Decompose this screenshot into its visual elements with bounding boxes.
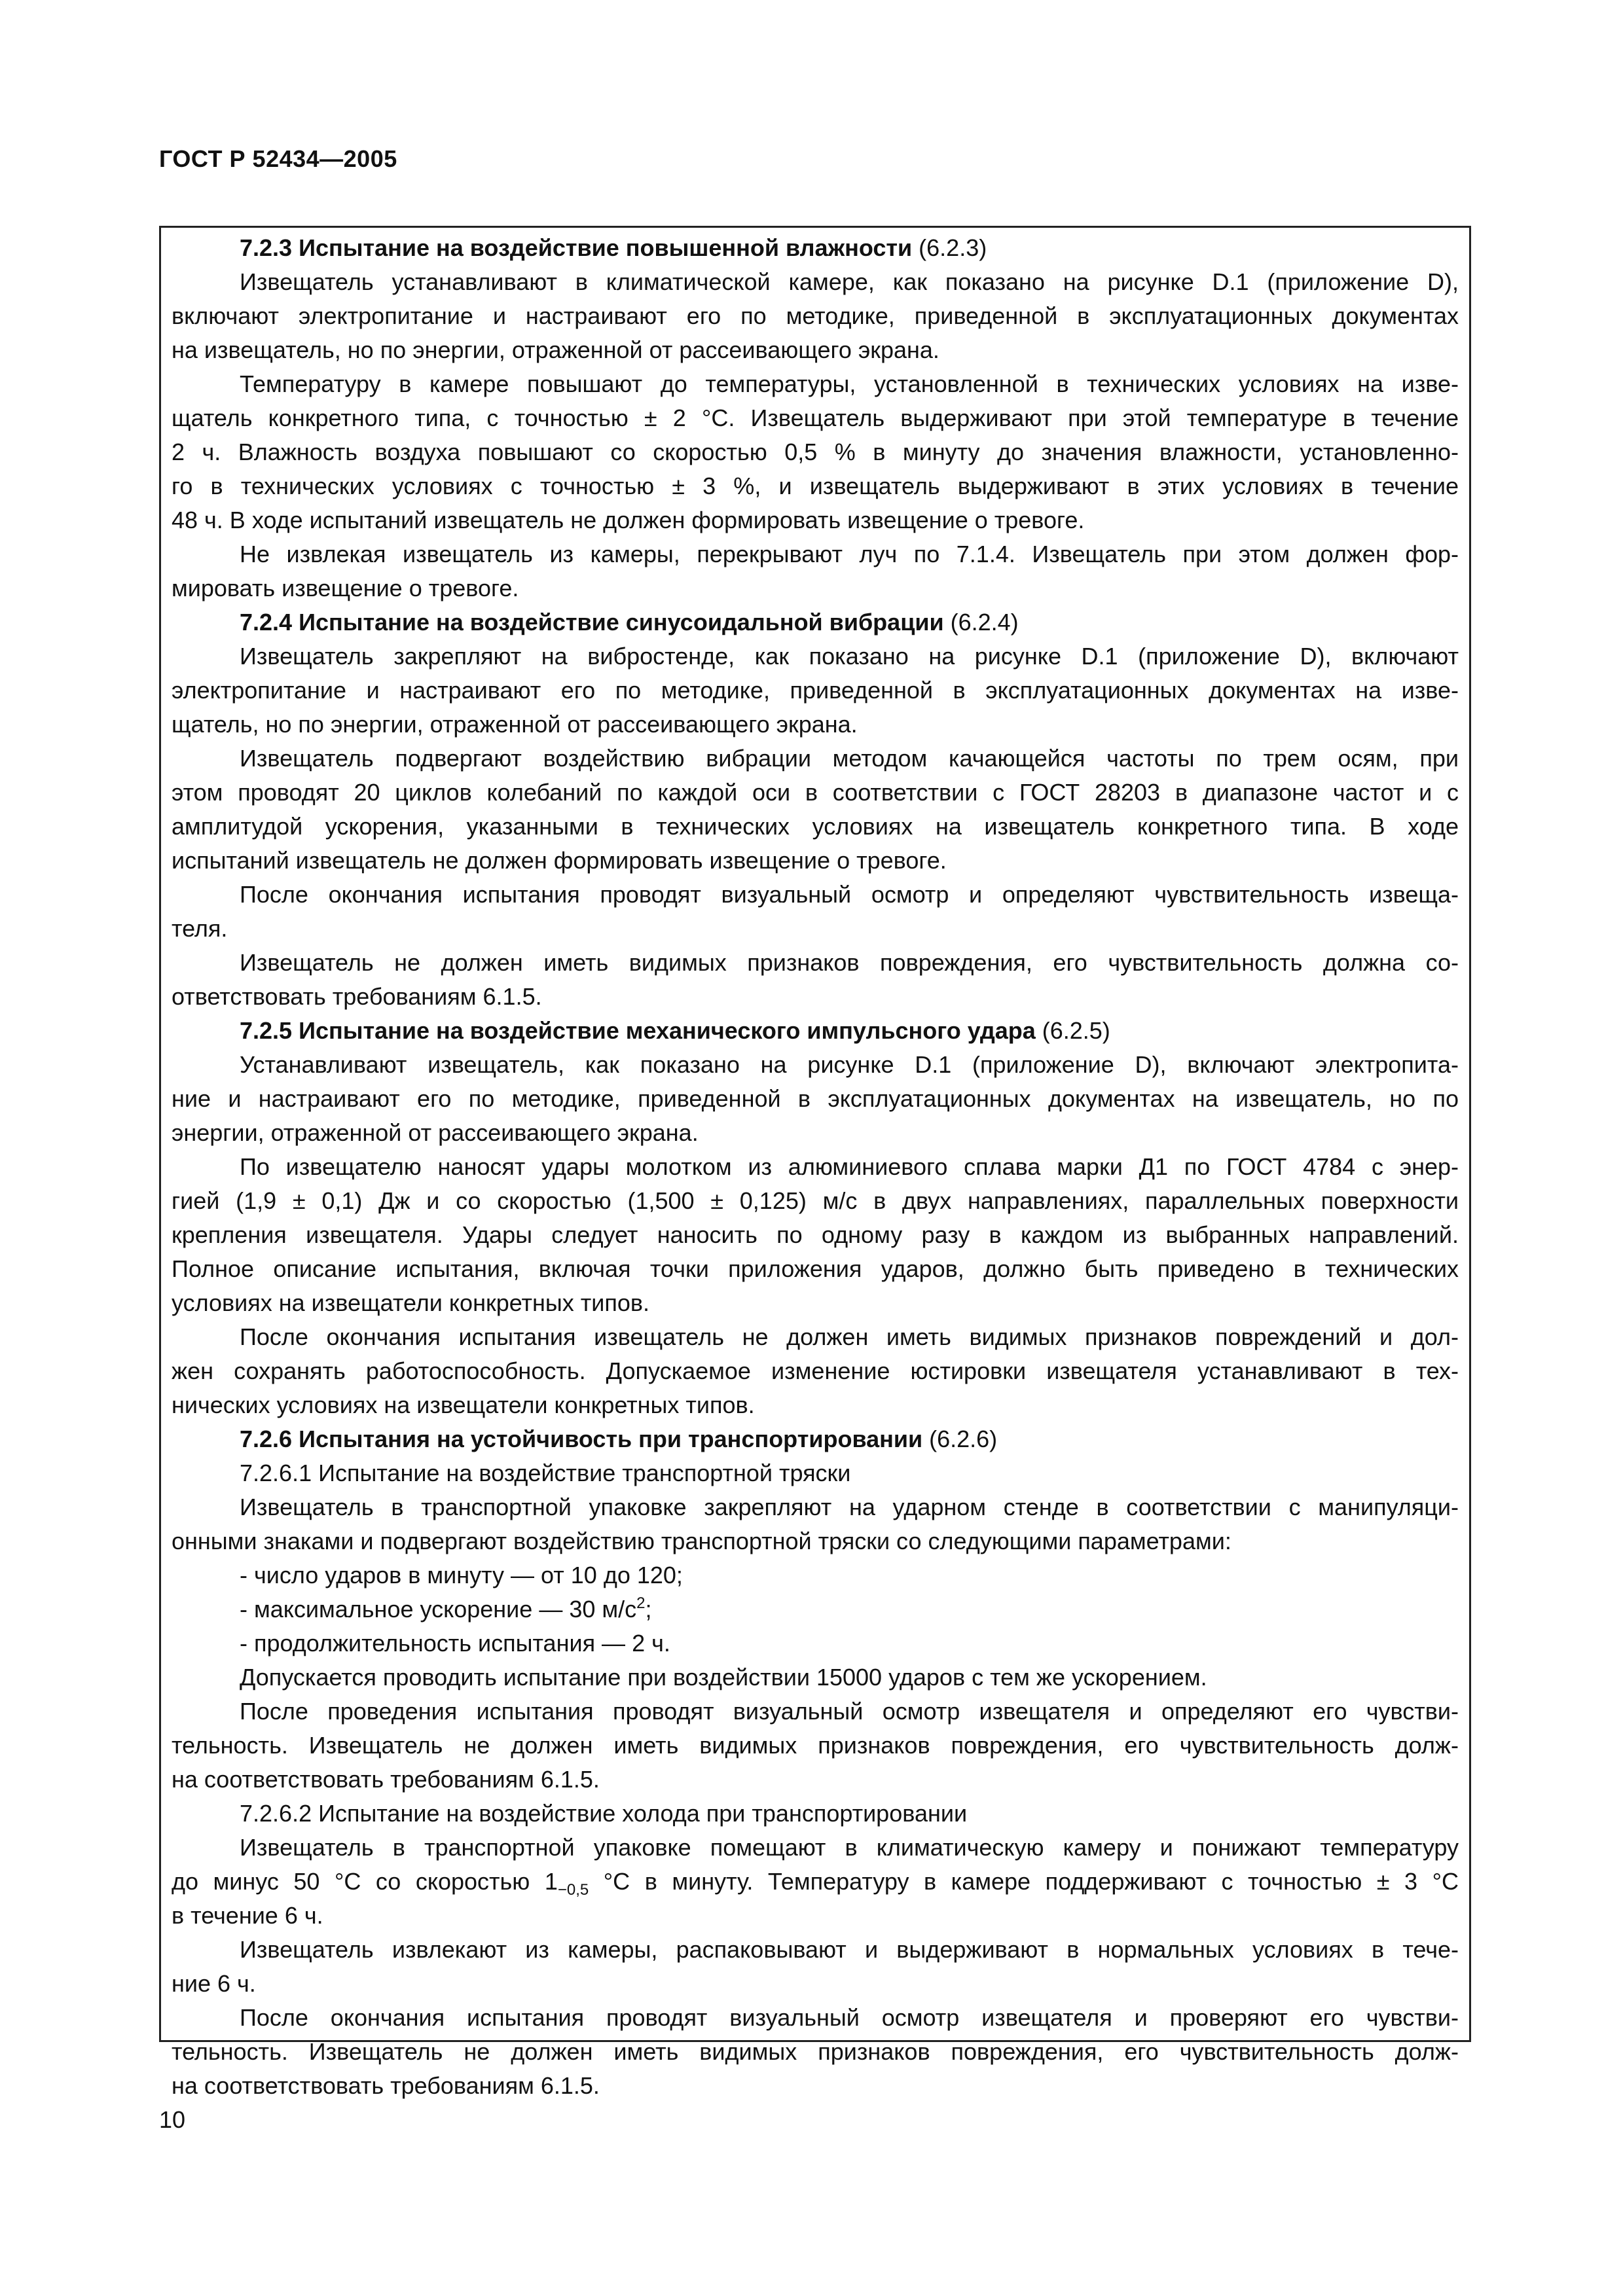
paragraph-line: этом проводят 20 циклов колебаний по каждой оси в соответствии с ГОСТ 28203 в диапазоне частот и с — [172, 779, 1459, 806]
text-run: до минус 50 °С со скоростью 1 — [172, 1868, 558, 1895]
paragraph-line: гией (1,9 ± 0,1) Дж и со скоростью (1,500 ± 0,125) м/с в двух направлениях, параллельных поверхности — [172, 1187, 1459, 1214]
paragraph-line: После окончания испытания извещатель не должен иметь видимых признаков повреждений и дол- — [240, 1323, 1459, 1350]
section-7-2-3-heading — [240, 231, 987, 265]
paragraph-line: Извещатель в транспортной упаковке закрепляют на ударном стенде в соответствии с манипуляци- — [240, 1494, 1459, 1520]
paragraph-line: тельность. Извещатель не должен иметь видимых признаков повреждения, его чувствительность долж- — [172, 1732, 1459, 1759]
paragraph-line: ответствовать требованиям 6.1.5. — [172, 983, 542, 1010]
paragraph-line: ние 6 ч. — [172, 1970, 256, 1997]
paragraph-line: электропитание и настраивают его по методике, приведенной в эксплуатационных документах на изве- — [172, 677, 1459, 704]
paragraph-line: Извещатель подвергают воздействию вибрации методом качающейся частоты по трем осям, при — [240, 745, 1459, 772]
section-heading-ref: (6.2.3) — [912, 234, 987, 261]
paragraph-line: Не извлекая извещатель из камеры, перекрывают луч по 7.1.4. Извещатель при этом должен фор- — [240, 541, 1459, 567]
list-item — [240, 1592, 652, 1626]
paragraph-line: теля. — [172, 915, 228, 942]
paragraph-line: мировать извещение о тревоге. — [172, 575, 519, 601]
paragraph-line: Полное описание испытания, включая точки приложения ударов, должно быть приведено в технических — [172, 1255, 1459, 1282]
paragraph-line: на соответствовать требованиям 6.1.5. — [172, 2072, 600, 2099]
paragraph-line: 48 ч. В ходе испытаний извещатель не должен формировать извещение о тревоге. — [172, 507, 1085, 533]
subsection-7-2-6-2-title: 7.2.6.2 Испытание на воздействие холода при транспортировании — [240, 1800, 968, 1827]
paragraph-line: После проведения испытания проводят визуальный осмотр извещателя и определяют его чувстви- — [240, 1698, 1459, 1725]
paragraph-line: Температуру в камере повышают до температуры, установленной в технических условиях на изве- — [240, 370, 1459, 397]
paragraph-line — [172, 1865, 1459, 1899]
paragraph-line: Извещатель не должен иметь видимых признаков повреждения, его чувствительность должна со- — [240, 949, 1459, 976]
paragraph-line: жен сохранять работоспособность. Допускаемое изменение юстировки извещателя устанавливают в тех- — [172, 1357, 1459, 1384]
paragraph-line: в течение 6 ч. — [172, 1902, 323, 1929]
paragraph-line: условиях на извещатели конкретных типов. — [172, 1289, 650, 1316]
superscript: 2 — [636, 1594, 646, 1612]
paragraph-line: энергии, отраженной от рассеивающего экрана. — [172, 1119, 699, 1146]
subsection-7-2-6-1-title: 7.2.6.1 Испытание на воздействие транспортной тряски — [240, 1460, 851, 1486]
paragraph-line: крепления извещателя. Удары следует наносить по одному разу в каждом из выбранных направлений. — [172, 1221, 1459, 1248]
paragraph-line: ние и настраивают его по методике, приведенной в эксплуатационных документах на извещатель, но по — [172, 1085, 1459, 1112]
section-7-2-5-heading — [240, 1014, 1110, 1048]
paragraph-line: Извещатель извлекают из камеры, распаковывают и выдерживают в нормальных условиях в тече- — [240, 1936, 1459, 1963]
page-number: 10 — [159, 2106, 186, 2133]
paragraph-line: По извещателю наносят удары молотком из алюминиевого сплава марки Д1 по ГОСТ 4784 с энер- — [240, 1153, 1459, 1180]
paragraph-line: щатель конкретного типа, с точностью ± 2 °С. Извещатель выдерживают при этой температуре в течение — [172, 404, 1459, 431]
subscript: −0,5 — [557, 1881, 589, 1899]
paragraph-line: 2 ч. Влажность воздуха повышают со скоростью 0,5 % в минуту до значения влажности, установленно- — [172, 439, 1459, 465]
paragraph-line: тельность. Извещатель не должен иметь видимых признаков повреждения, его чувствительность долж- — [172, 2038, 1459, 2065]
paragraph-line: включают электропитание и настраивают его по методике, приведенной в эксплуатационных документах — [172, 302, 1459, 329]
paragraph-line: Устанавливают извещатель, как показано на рисунке D.1 (приложение D), включают электропита- — [240, 1051, 1459, 1078]
list-item: - число ударов в минуту — от 10 до 120; — [240, 1562, 683, 1588]
section-7-2-4-heading — [240, 605, 1019, 639]
paragraph-line: Извещатель закрепляют на вибростенде, как показано на рисунке D.1 (приложение D), включают — [240, 643, 1459, 670]
paragraph-line: го в технических условиях с точностью ± 3 %, и извещатель выдерживают в этих условиях в течение — [172, 473, 1459, 499]
paragraph-line: онными знаками и подвергают воздействию транспортной тряски со следующими параметрами: — [172, 1528, 1231, 1554]
document-header: ГОСТ Р 52434—2005 — [159, 145, 397, 172]
section-heading-ref: (6.2.6) — [922, 1426, 998, 1452]
paragraph-line: Извещатель устанавливают в климатической камере, как показано на рисунке D.1 (приложение D), — [240, 268, 1459, 295]
list-item: - продолжительность испытания — 2 ч. — [240, 1630, 670, 1657]
section-heading-ref: (6.2.5) — [1035, 1017, 1110, 1044]
section-heading-title: 7.2.5 Испытание на воздействие механического импульсного удара — [240, 1017, 1036, 1044]
section-heading-title: 7.2.3 Испытание на воздействие повышенной влажности — [240, 234, 913, 261]
section-heading-title: 7.2.4 Испытание на воздействие синусоидальной вибрации — [240, 609, 944, 636]
list-item-tail: ; — [645, 1596, 652, 1623]
paragraph-line: на извещатель, но по энергии, отраженной от рассеивающего экрана. — [172, 336, 939, 363]
paragraph-line: нических условиях на извещатели конкретных типов. — [172, 1391, 755, 1418]
paragraph-line: амплитудой ускорения, указанными в технических условиях на извещатель конкретного типа. В ходе — [172, 813, 1459, 840]
paragraph-line: После окончания испытания проводят визуальный осмотр и определяют чувствительность извеща- — [240, 881, 1459, 908]
paragraph-line: Извещатель в транспортной упаковке помещают в климатическую камеру и понижают температуру — [240, 1834, 1459, 1861]
paragraph-line: щатель, но по энергии, отраженной от рассеивающего экрана. — [172, 711, 858, 738]
paragraph-line: После окончания испытания проводят визуальный осмотр извещателя и проверяют его чувстви- — [240, 2004, 1459, 2031]
paragraph-line: испытаний извещатель не должен формировать извещение о тревоге. — [172, 847, 947, 874]
section-heading-ref: (6.2.4) — [943, 609, 1019, 636]
paragraph-line: Допускается проводить испытание при воздействии 15000 ударов с тем же ускорением. — [240, 1664, 1207, 1691]
paragraph-line: на соответствовать требованиям 6.1.5. — [172, 1766, 600, 1793]
section-7-2-6-heading — [240, 1422, 997, 1456]
text-run: °С в минуту. Температуру в камере поддерживают с точностью ± 3 °С — [589, 1868, 1459, 1895]
section-heading-title: 7.2.6 Испытания на устойчивость при транспортировании — [240, 1426, 923, 1452]
list-item-text: - максимальное ускорение — 30 м/с — [240, 1596, 637, 1623]
